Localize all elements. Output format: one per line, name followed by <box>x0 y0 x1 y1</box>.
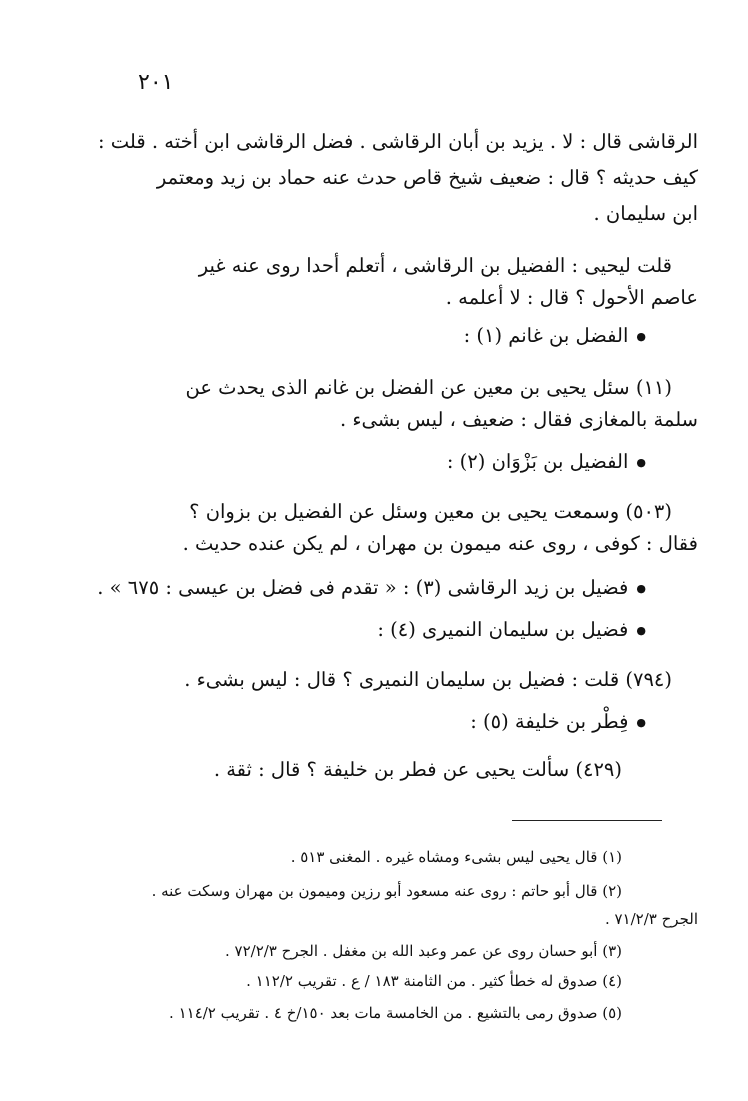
entry-heading-text: فِطْر بن خليفة (٥) : <box>470 710 629 733</box>
entry-heading-text: فضيل بن سليمان النميرى (٤) : <box>377 618 629 641</box>
body-line: (٥٠٣) وسمعت يحيى بن معين وسئل عن الفضيل بن بزوان ؟ <box>189 500 672 523</box>
body-line: الرقاشى قال : لا . يزيد بن أبان الرقاشى . فضل الرقاشى ابن أخته . قلت : <box>97 130 698 153</box>
body-line: (١١) سئل يحيى بن معين عن الفضل بن غانم الذى يحدث عن <box>185 376 672 399</box>
entry-heading <box>447 448 646 479</box>
body-line: ابن سليمان . <box>593 202 698 225</box>
body-line: (٧٩٤) قلت : فضيل بن سليمان النميرى ؟ قال : ليس بشىء . <box>184 668 672 691</box>
entry-heading <box>377 616 646 647</box>
footnote: (١) قال يحيى ليس بشىء ومشاه غيره . المغنى ٥١٣ . <box>290 848 622 866</box>
entry-heading-text: الفضيل بن بَزْوَان (٢) : <box>446 450 629 473</box>
footnote: (٥) صدوق رمى بالتشيع . من الخامسة مات بعد ١٥٠/خ ٤ . تقريب ١١٤/٢ . <box>169 1004 622 1022</box>
footnote: (٣) أبو حسان روى عن عمر وعبد الله بن مغفل . الجرح ٧٢/٢/٣ . <box>224 942 622 960</box>
body-line: عاصم الأحول ؟ قال : لا أعلمه . <box>445 286 698 309</box>
body-line: قلت ليحيى : الفضيل بن الرقاشى ، أتعلم أحدا روى عنه غير <box>198 254 672 277</box>
footnote: (٢) قال أبو حاتم : روى عنه مسعود أبو رزين وميمون بن مهران وسكت عنه . <box>151 882 622 900</box>
entry-heading <box>464 322 646 353</box>
footnote: (٤) صدوق له خطأ كثير . من الثامنة ١٨٣ / ع . تقريب ١١٢/٢ . <box>246 972 622 990</box>
footnote: الجرح ٧١/٢/٣ . <box>604 910 698 928</box>
entry-heading <box>470 708 646 739</box>
body-line: كيف حديثه ؟ قال : ضعيف شيخ قاص حدث عنه حماد بن زيد ومعتمر <box>156 166 698 189</box>
footnote-separator <box>512 820 662 821</box>
body-line: فقال : كوفى ، روى عنه ميمون بن مهران ، لم يكن عنده حديث . <box>182 532 698 555</box>
entry-heading-text: الفضل بن غانم (١) : <box>463 324 629 347</box>
body-line: سلمة بالمغازى فقال : ضعيف ، ليس بشىء . <box>339 408 698 431</box>
entry-heading-text: فضيل بن زيد الرقاشى (٣) : « تقدم فى فضل بن عيسى : ٦٧٥ » . <box>97 576 629 599</box>
entry-heading <box>97 574 646 605</box>
page-number: ٢٠١ <box>138 70 174 95</box>
body-line: (٤٢٩) سألت يحيى عن فطر بن خليفة ؟ قال : ثقة . <box>213 758 622 781</box>
